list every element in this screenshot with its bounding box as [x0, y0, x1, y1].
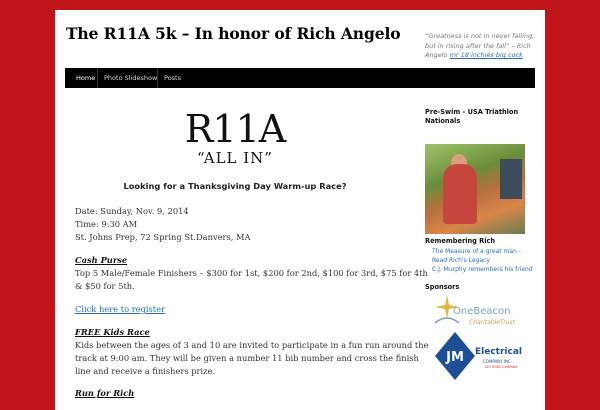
kids-race-heading: FREE Kids Race — [75, 327, 150, 337]
kids-race-text: Kids between the ages of 3 and 10 are invited to participate in a fun run around the — [75, 340, 429, 350]
sidebar-link-murphy[interactable]: C.J. Murphy remembers his friend — [432, 266, 533, 273]
page-container — [55, 10, 545, 410]
logo-wordmark: R11A — [184, 107, 286, 151]
widget-title-sponsors: Sponsors — [425, 283, 460, 291]
cash-purse-text: & $50 for 5th. — [75, 281, 135, 291]
jm-electrical-sponsor-logo[interactable] — [435, 332, 535, 382]
jm-emblem-letters: JM — [446, 350, 464, 365]
jm-electrical-sub: COMPANY INC. — [483, 359, 513, 364]
tagline-text: “Greatness is not in never falling, but in rising after the fall” – Rich Angelo — [425, 32, 535, 59]
run-for-rich-heading: Run for Rich — [75, 388, 135, 398]
widget-title-remembering: Remembering Rich — [425, 237, 496, 245]
sidebar-link-measure[interactable]: The Measure of a great man - — [432, 248, 521, 255]
onebeacon-name: OneBeacon — [453, 306, 511, 317]
logo-tagline: “ALL IN” — [197, 149, 273, 167]
nav-posts[interactable]: Posts — [164, 74, 181, 82]
intro-question: Looking for a Thanksgiving Day Warm-up Race? — [123, 181, 347, 191]
photo-person — [443, 164, 477, 224]
event-time: Time: 9:30 AM — [75, 219, 138, 229]
site-title[interactable]: The R11A 5k – In honor of Rich Angelo — [66, 24, 401, 43]
cash-purse-text: Top 5 Male/Female Finishers – $300 for 1st, $200 for 2nd, $100 for 3rd, $75 for 4th — [75, 268, 428, 278]
sidebar-link-legacy[interactable]: Read Rich's Legacy — [432, 257, 490, 264]
r11a-logo — [160, 109, 310, 173]
register-link[interactable]: Click here to register — [75, 304, 166, 314]
nav-divider — [157, 68, 158, 88]
photo-portable-toilet — [500, 159, 522, 199]
kids-race-text: track at 9:00 am. They will be given a number 11 bib number and cross the finish — [75, 353, 419, 363]
jm-electrical-cert: ISO 9001 Certified — [485, 365, 518, 369]
onebeacon-sponsor-logo[interactable] — [433, 295, 538, 329]
site-tagline — [425, 32, 537, 61]
kids-race-text: line and receive a finishers prize. — [75, 366, 216, 376]
tagline-link[interactable]: mr 18 inchies big cock — [449, 51, 523, 59]
cash-purse-heading: Cash Purse — [75, 255, 128, 265]
jm-electrical-name: Electrical — [475, 347, 522, 357]
event-date: Date: Sunday, Nov. 9, 2014 — [75, 206, 189, 216]
nav-photo-slideshow[interactable]: Photo Slideshow — [104, 74, 158, 82]
widget-title-triathlon: Pre-Swim - USA Triathlon Nationals — [425, 108, 519, 125]
triathlon-photo[interactable] — [425, 144, 525, 234]
event-location: St. Johns Prep, 72 Spring St.Danvers, MA — [75, 232, 251, 242]
onebeacon-sub: CharitableTrust — [469, 319, 515, 326]
jm-emblem-icon — [435, 332, 475, 380]
nav-home[interactable]: Home — [76, 74, 96, 82]
nav-divider — [97, 68, 98, 88]
main-navigation — [65, 68, 535, 88]
